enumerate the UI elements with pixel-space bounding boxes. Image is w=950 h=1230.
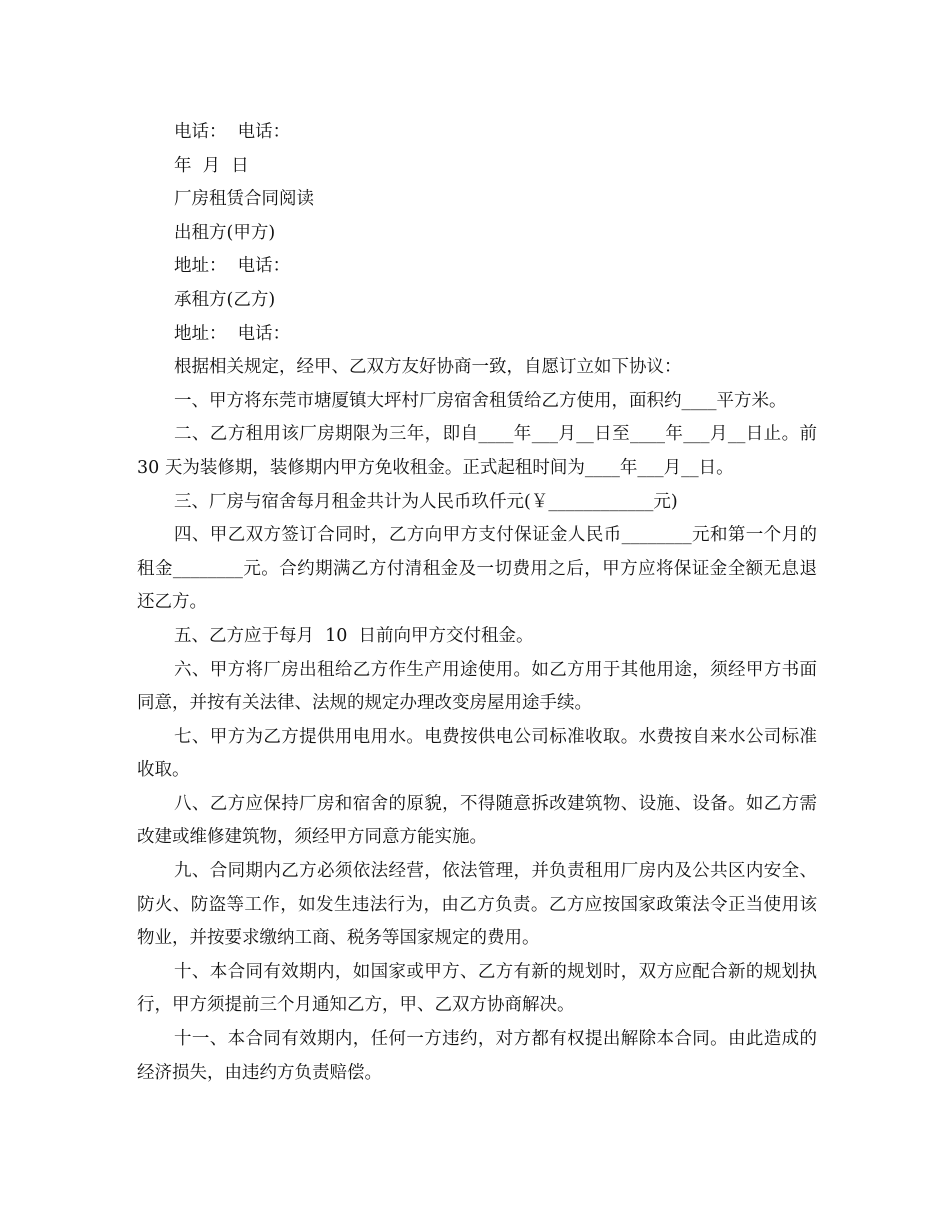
clause-3: 三、厂房与宿舍每月租金共计为人民币玖仟元(￥____________元) <box>174 491 678 512</box>
clause-4: 四、甲乙双方签订合同时，乙方向甲方支付保证金人民币________元和第一个月的租金________元。合约期满乙方付清租金及一切费用之后，甲方应将保证金全额无息退还乙方。 <box>137 525 817 613</box>
clause-11: 十一、本合同有效期内，任何一方违约，对方都有权提出解除本合同。由此造成的经济损失，由违约方负责赔偿。 <box>137 1029 817 1083</box>
clause-9: 九、合同期内乙方必须依法经营，依法管理，并负责租用厂房内及公共区内安全、防火、防盗等工作，如发生违法行为，由乙方负责。乙方应按国家政策法令正当使用该物业，并按要求缴纳工商、税务等国家规定的费用。 <box>137 861 817 949</box>
clause-1: 一、甲方将东莞市塘厦镇大坪村厂房宿舍租赁给乙方使用，面积约____平方米。 <box>174 390 787 411</box>
lessee-label: 承租方(乙方) <box>174 289 276 310</box>
date-line: 年 月 日 <box>174 155 249 176</box>
document-page <box>137 116 823 1090</box>
lessee-address-line: 地址： 电话： <box>174 323 291 344</box>
clause-6: 六、甲方将厂房出租给乙方作生产用途使用。如乙方用于其他用途，须经甲方书面同意，并按有关法律、法规的规定办理改变房屋用途手续。 <box>137 659 817 714</box>
clause-7: 七、甲方为乙方提供用电用水。电费按供电公司标准收取。水费按自来水公司标准收取。 <box>137 726 817 781</box>
document-title: 厂房租赁合同阅读 <box>174 189 314 210</box>
clause-2: 二、乙方租用该厂房期限为三年，即自____年___月__日至____年___月__日止。前 30 天为装修期，装修期内甲方免收租金。正式起租时间为____年___月__日。 <box>137 424 823 478</box>
clause-8: 八、乙方应保持厂房和宿舍的原貌，不得随意拆改建筑物、设施、设备。如乙方需改建或维修建筑物，须经甲方同意方能实施。 <box>137 793 817 848</box>
lessor-label: 出租方(甲方) <box>174 222 276 243</box>
clause-5: 五、乙方应于每月 10 日前向甲方交付租金。 <box>174 625 534 646</box>
phone-line: 电话： 电话： <box>174 122 291 142</box>
preamble-paragraph: 根据相关规定，经甲、乙双方友好协商一致，自愿订立如下协议： <box>174 357 682 378</box>
clause-10: 十、本合同有效期内，如国家或甲方、乙方有新的规划时，双方应配合新的规划执行，甲方须提前三个月通知乙方，甲、乙双方协商解决。 <box>137 961 817 1016</box>
lessor-address-line: 地址： 电话： <box>174 256 291 277</box>
